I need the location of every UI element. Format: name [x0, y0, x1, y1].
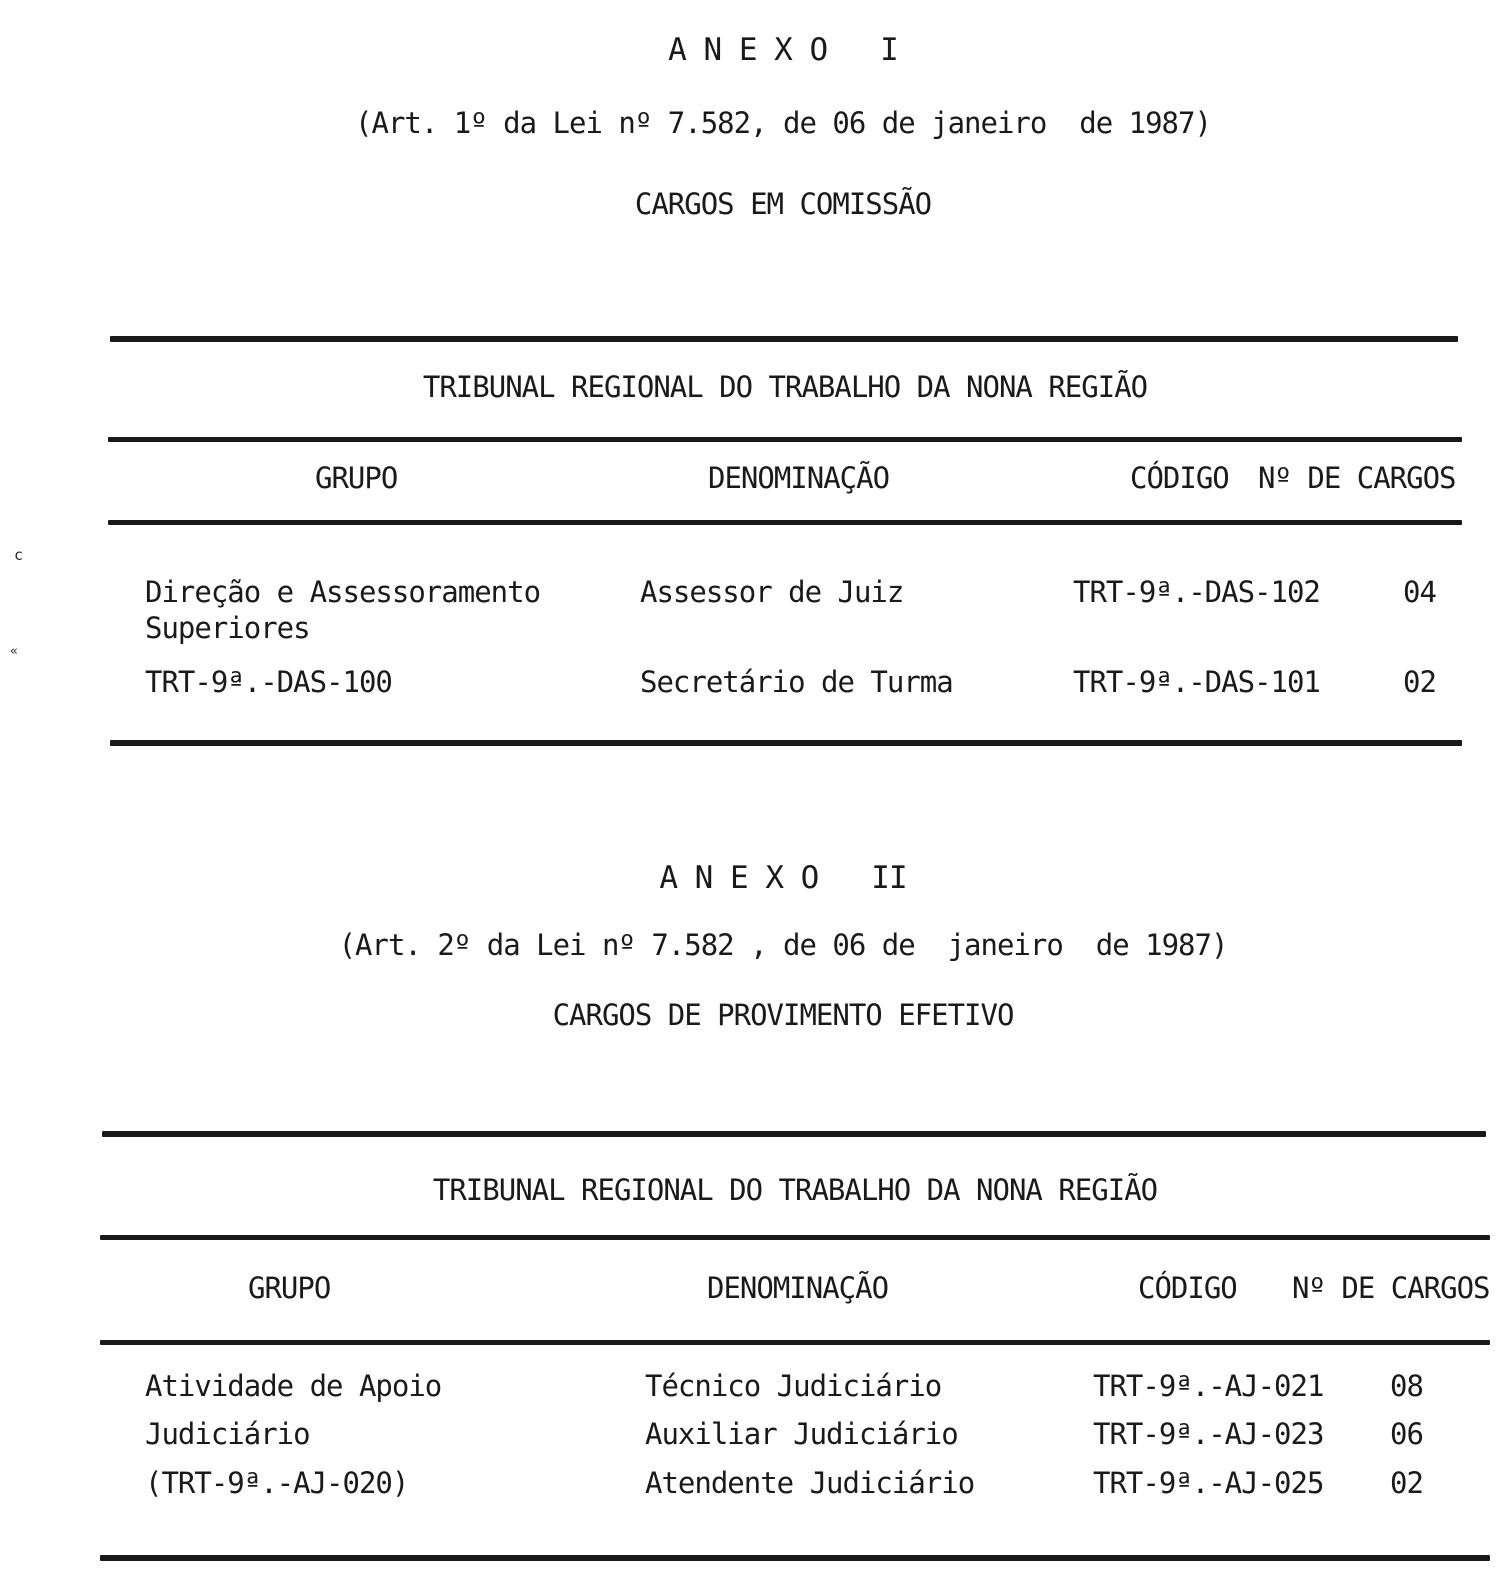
cell-n-cargos: 08: [1390, 1369, 1423, 1403]
anexo1-table: [108, 336, 1462, 750]
col-header-denominacao: DENOMINAÇÃO: [708, 461, 890, 495]
cell-n-cargos: 02: [1390, 1466, 1423, 1500]
cell-grupo: Judiciário: [145, 1417, 310, 1451]
anexo1-heading: CARGOS EM COMISSÃO: [634, 187, 932, 221]
cell-codigo: TRT-9ª.-AJ-023: [1093, 1417, 1324, 1451]
col-header-grupo: GRUPO: [248, 1271, 331, 1305]
cell-grupo: (TRT-9ª.-AJ-020): [145, 1466, 409, 1500]
table-rule: [102, 1131, 1486, 1137]
cell-codigo: TRT-9ª.-DAS-101: [1073, 665, 1320, 699]
col-header-denominacao: DENOMINAÇÃO: [707, 1271, 889, 1305]
scan-artifact-mark: «: [10, 644, 18, 659]
col-header-n-cargos: Nº DE CARGOS: [1258, 461, 1456, 495]
col-header-grupo: GRUPO: [315, 461, 398, 495]
cell-n-cargos: 02: [1403, 665, 1436, 699]
anexo2-heading: CARGOS DE PROVIMENTO EFETIVO: [552, 998, 1014, 1032]
cell-grupo: Atividade de Apoio: [145, 1369, 442, 1403]
table-rule: [100, 1340, 1490, 1345]
cell-denominacao: Secretário de Turma: [640, 665, 953, 699]
cell-denominacao: Auxiliar Judiciário: [645, 1417, 958, 1451]
anexo2-subtitle: (Art. 2º da Lei nº 7.582 , de 06 de janeiro de 1987): [338, 928, 1228, 962]
cell-grupo: TRT-9ª.-DAS-100: [145, 665, 392, 699]
table-rule: [100, 1555, 1490, 1561]
anexo2-table-caption: TRIBUNAL REGIONAL DO TRABALHO DA NONA REGIÃO: [432, 1173, 1158, 1207]
anexo2-table: [100, 1131, 1490, 1563]
table-rule: [108, 437, 1462, 442]
anexo1-subtitle: (Art. 1º da Lei nº 7.582, de 06 de janeiro de 1987): [355, 106, 1211, 140]
table-rule: [108, 520, 1462, 525]
cell-n-cargos: 04: [1403, 575, 1436, 609]
table-rule: [110, 740, 1462, 746]
cell-grupo-line2: Superiores: [145, 611, 310, 645]
cell-codigo: TRT-9ª.-AJ-025: [1093, 1466, 1324, 1500]
anexo2-title: A N E X O II: [659, 860, 907, 896]
anexo1-title: A N E X O I: [668, 32, 898, 68]
col-header-codigo: CÓDIGO: [1130, 461, 1229, 495]
table-rule: [110, 336, 1458, 342]
cell-n-cargos: 06: [1390, 1417, 1423, 1451]
cell-denominacao: Atendente Judiciário: [645, 1466, 975, 1500]
cell-grupo: Direção e Assessoramento: [145, 575, 541, 609]
anexo1-table-caption: TRIBUNAL REGIONAL DO TRABALHO DA NONA REGIÃO: [422, 370, 1148, 404]
cell-denominacao: Assessor de Juiz: [640, 575, 904, 609]
scan-artifact-mark: c: [14, 546, 24, 564]
col-header-codigo: CÓDIGO: [1138, 1271, 1237, 1305]
table-rule: [100, 1235, 1490, 1240]
cell-codigo: TRT-9ª.-DAS-102: [1073, 575, 1320, 609]
cell-codigo: TRT-9ª.-AJ-021: [1093, 1369, 1324, 1403]
cell-denominacao: Técnico Judiciário: [645, 1369, 942, 1403]
col-header-n-cargos: Nº DE CARGOS: [1292, 1271, 1490, 1305]
